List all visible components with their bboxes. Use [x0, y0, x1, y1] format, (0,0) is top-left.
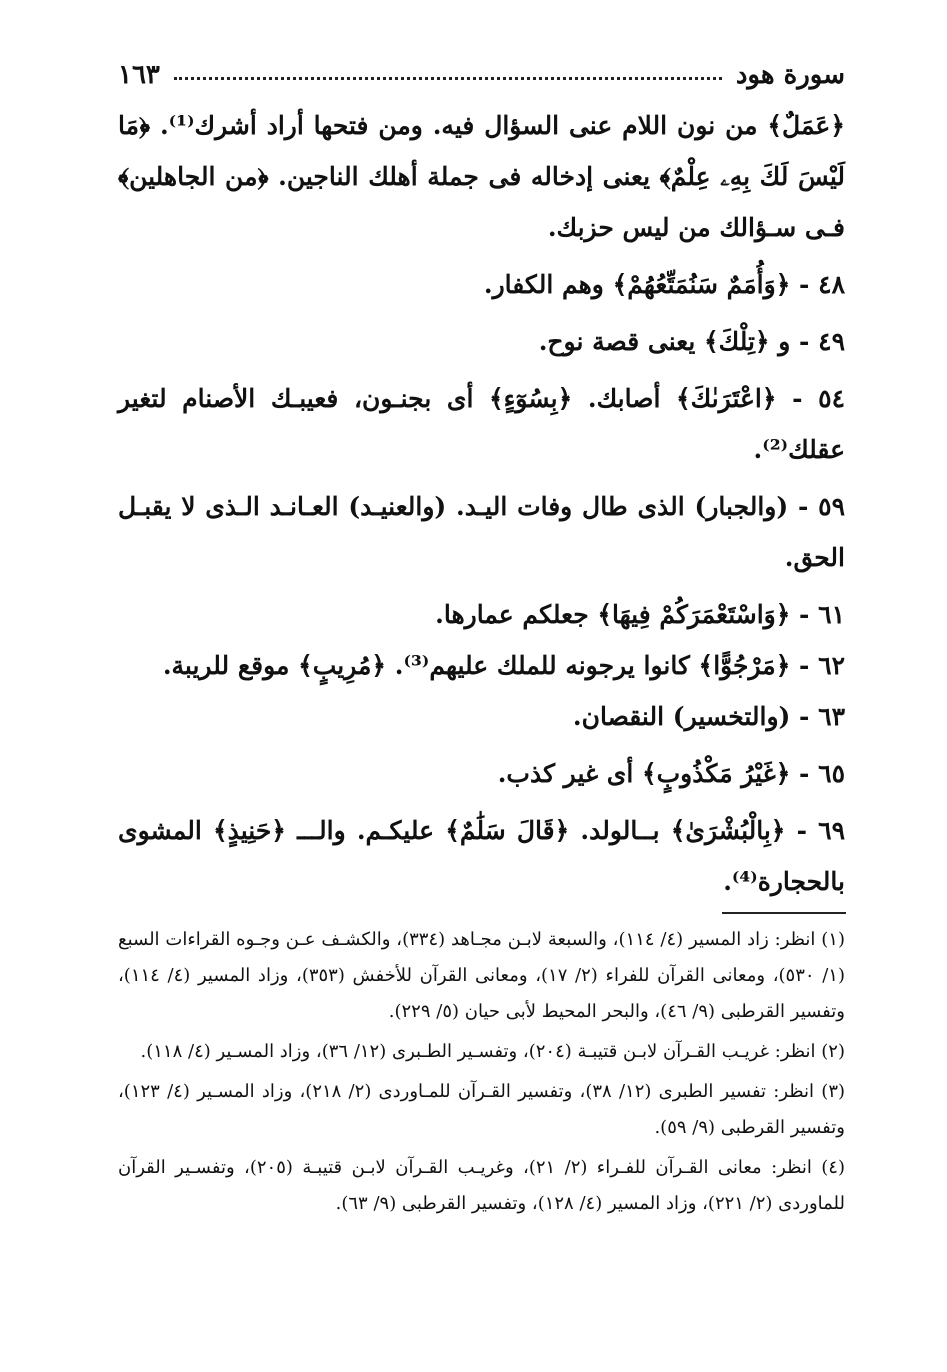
- footnote-separator: [722, 912, 846, 914]
- verse-note-63: ٦٣ - (والتخسير) النقصان.: [572, 702, 845, 731]
- footnote-4: (٤) انظر: معانى القـرآن للفـراء (٢/ ٢١)، وغريـب القـرآن لابـن قتيبـة (٢٠٥)، وتفسـير القرآن للماوردى (٢/ ٢٢١)، وزاد المسير (٤/ ١٢٨)، وتفسير القرطبى (٩/ ٦٣).: [118, 1157, 845, 1214]
- running-header: [118, 50, 845, 90]
- surah-title: سورة هود: [735, 60, 845, 90]
- verse-note-65: ٦٥ - ﴿غَيْرُ مَكْذُوبٍ﴾ أى غير كذب.: [497, 759, 845, 788]
- verse-note-69: ٦٩ - ﴿بِالْبُشْرَىٰ﴾ بــالولد. ﴿قَالَ سَلَٰمٌ﴾ عليكـم. والـــ ﴿حَنِيذٍ﴾ المشوى بالحجارة⁽⁴⁾.: [118, 816, 845, 896]
- verse-note-61: ٦١ - ﴿وَاسْتَعْمَرَكُمْ فِيهَا﴾ جعلكم عمارها.: [435, 600, 845, 629]
- header-dot-leader: [174, 77, 722, 80]
- footnote-3: (٣) انظر: تفسير الطبرى (١٢/ ٣٨)، وتفسير القـرآن للمـاوردى (٢/ ٢١٨)، وزاد المسـير (٤/ ١٢٣)، وتفسير القرطبى (٩/ ٥٩).: [118, 1081, 846, 1138]
- verse-note-62: ٦٢ - ﴿مَرْجُوًّا﴾ كانوا يرجونه للملك عليهم⁽³⁾. ﴿مُرِيبٍ﴾ موقع للريبة.: [162, 651, 845, 680]
- intro-paragraph: ﴿عَمَلٌ﴾ من نون اللام عنى السؤال فيه. ومن فتحها أراد أشرك⁽¹⁾. ﴿مَا لَيْسَ لَكَ بِهِۦ عِلْمٌ﴾ يعنى إدخاله فى جملة أهلك الناجين. ﴿من الجاهلين﴾ فـى سـؤالك من ليس حزبك.: [118, 111, 845, 242]
- footnotes: [118, 922, 845, 1226]
- footnote-2: (٢) انظر: غريـب القـرآن لابـن قتيبـة (٢٠٤)، وتفسـير الطـبرى (١٢/ ٣٦)، وزاد المسـير (٤/ ١١٨).: [140, 1041, 845, 1062]
- verse-note-49: ٤٩ - و ﴿تِلْكَ﴾ يعنى قصة نوح.: [538, 327, 845, 356]
- main-text: [118, 100, 845, 907]
- verse-note-48: ٤٨ - ﴿وَأُمَمٌ سَنُمَتِّعُهُمْ﴾ وهم الكفار.: [483, 270, 845, 299]
- verse-note-54: ٥٤ - ﴿اعْتَرَىٰكَ﴾ أصابك. ﴿بِسُوٓءٍ﴾ أى بجنـون، فعيبـك الأصنام لتغير عقلك⁽²⁾.: [118, 384, 845, 464]
- footnote-1: (١) انظر: زاد المسير (٤/ ١١٤)، والسبعة لابـن مجـاهد (٣٣٤)، والكشـف عـن وجـوه القراءات السبع (١/ ٥٣٠)، ومعانى القرآن للفراء (٢/ ١٧)، ومعانى القرآن للأخفش (٣٥٣)، وزاد المسير (٤/ ١١٤)، وتفسير القرطبى (٩/ ٤٦)، والبحر المحيط لأبى حيان (٥/ ٢٢٩).: [118, 929, 845, 1022]
- verse-note-59: ٥٩ - (والجبار) الذى طال وفات اليـد. (والعنيـد) العـانـد الـذى لا يقبـل الحق.: [118, 492, 845, 572]
- page-number: ١٦٣: [118, 60, 160, 90]
